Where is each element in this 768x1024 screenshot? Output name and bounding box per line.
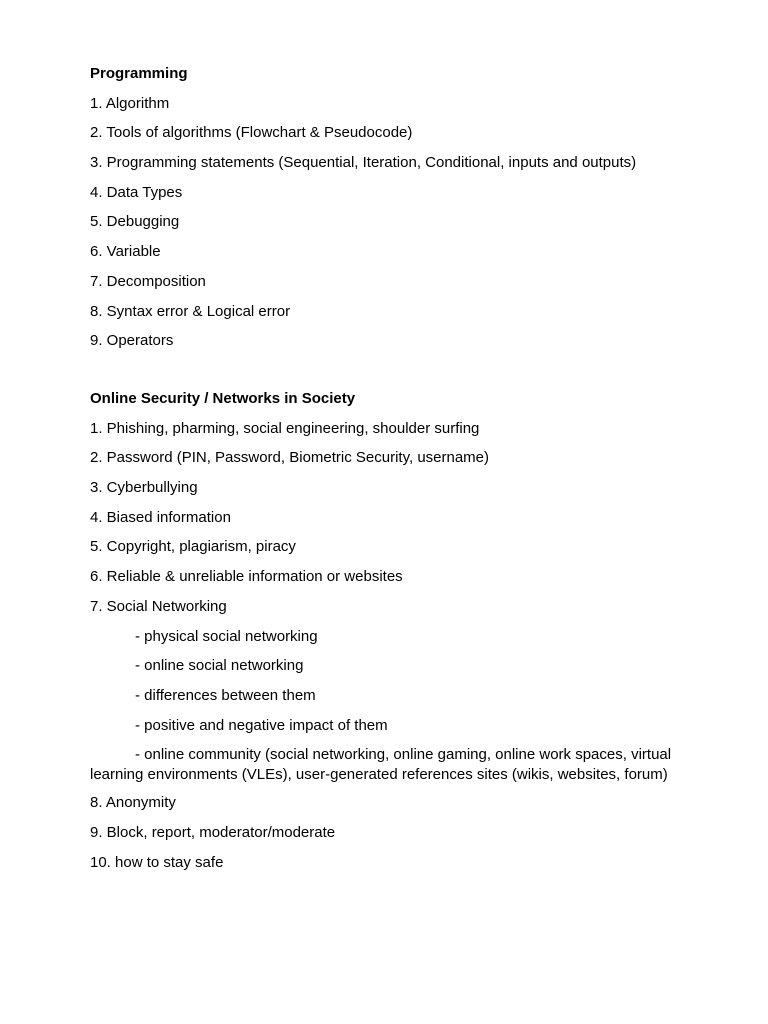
section-programming <box>90 64 690 361</box>
section-heading: Programming <box>90 65 188 82</box>
list-item: 1. Phishing, pharming, social engineering, shoulder surfing <box>90 419 480 437</box>
list-item: 3. Programming statements (Sequential, Iteration, Conditional, inputs and outputs) <box>90 154 637 172</box>
list-item: 3. Cyberbullying <box>90 479 198 497</box>
list-item: 7. Decomposition <box>90 272 206 290</box>
list-item: 4. Biased information <box>90 508 231 526</box>
list-item: 9. Operators <box>90 332 174 350</box>
list-item: 8. Anonymity <box>90 794 176 812</box>
section-online-security <box>90 389 690 882</box>
sub-list-item: - physical social networking <box>135 627 318 645</box>
list-item: 2. Password (PIN, Password, Biometric Security, username) <box>90 449 490 467</box>
sub-list-item: - online community (social networking, online gaming, online work spaces, virtual learning environments (VLEs), user-generated references sites (wikis, websites, forum) <box>90 746 672 783</box>
list-item: 4. Data Types <box>90 183 183 201</box>
list-item: 10. how to stay safe <box>90 853 224 871</box>
sub-list-item: - positive and negative impact of them <box>135 716 388 734</box>
list-item: 6. Reliable & unreliable information or websites <box>90 568 403 586</box>
section-heading: Online Security / Networks in Society <box>90 390 356 407</box>
sub-list-item: - differences between them <box>135 686 316 704</box>
list-item: 5. Debugging <box>90 213 180 231</box>
list-item: 1. Algorithm <box>90 94 170 112</box>
list-item: 7. Social Networking <box>90 597 227 615</box>
list-item: 2. Tools of algorithms (Flowchart & Pseudocode) <box>90 124 413 142</box>
list-item: 9. Block, report, moderator/moderate <box>90 823 336 841</box>
sub-list-item: - online social networking <box>135 657 304 675</box>
list-item: 8. Syntax error & Logical error <box>90 302 291 320</box>
list-item: 5. Copyright, plagiarism, piracy <box>90 538 296 556</box>
list-item: 6. Variable <box>90 243 161 261</box>
